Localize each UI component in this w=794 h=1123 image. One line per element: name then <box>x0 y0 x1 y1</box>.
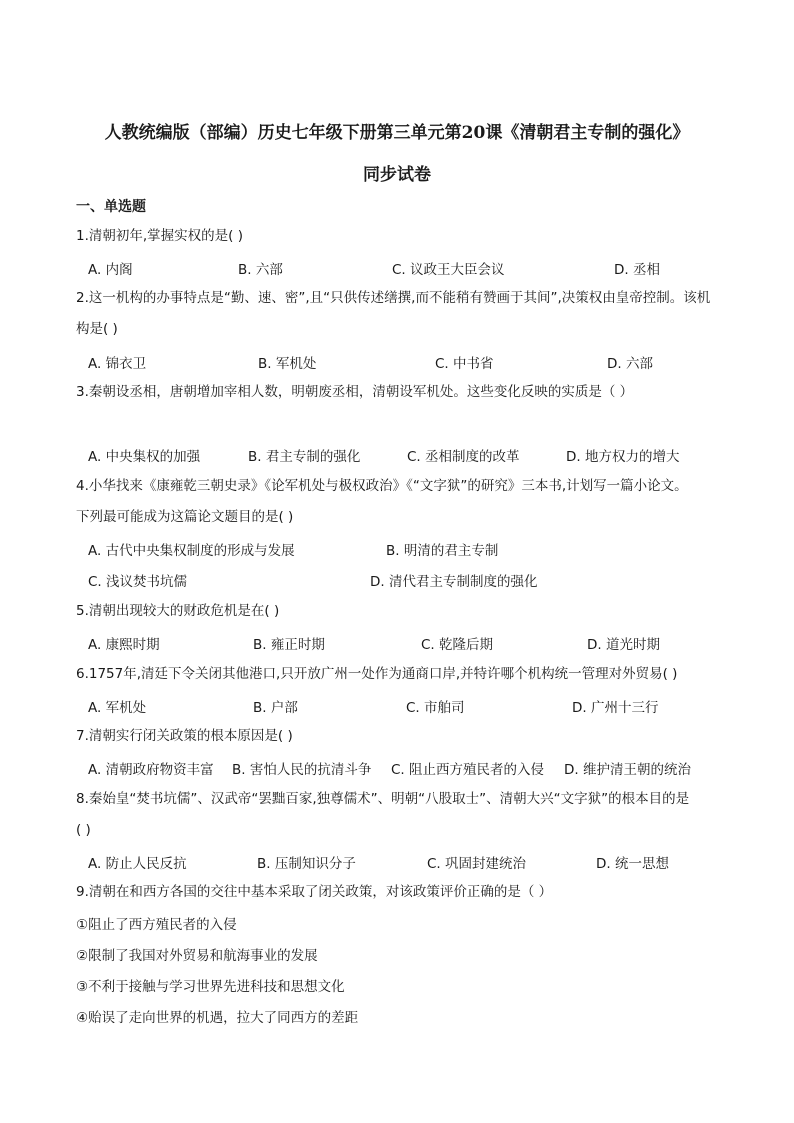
option-a: A. 康熙时期 <box>88 637 160 653</box>
option-b: B. 害怕人民的抗清斗争 <box>232 762 372 778</box>
question-1-line-1: 1.清朝初年,掌握实权的是( ) <box>76 228 243 244</box>
option-b: B. 六部 <box>238 262 283 278</box>
question-3-options <box>0 445 794 465</box>
option-b: B. 军机处 <box>258 356 317 372</box>
statement-3: ③不利于接触与学习世界先进科技和思想文化 <box>76 979 345 995</box>
question-9-line-1: 9.清朝在和西方各国的交往中基本采取了闭关政策，对该政策评价正确的是（ ） <box>76 884 553 900</box>
question-8-options <box>0 852 794 872</box>
question-5-options <box>0 633 794 653</box>
option-b: B. 压制知识分子 <box>257 856 356 872</box>
question-8-line-2: ( ) <box>76 822 91 838</box>
option-d: D. 丞相 <box>614 262 660 278</box>
option-a: A. 内阁 <box>88 262 133 278</box>
option-c: C. 丞相制度的改革 <box>407 449 520 465</box>
question-2-options <box>0 352 794 372</box>
question-4-options-row-2 <box>0 570 794 590</box>
option-b: B. 明清的君主专制 <box>386 543 499 559</box>
option-c: C. 巩固封建统治 <box>427 856 527 872</box>
question-8-line-1: 8.秦始皇“焚书坑儒”、汉武帝“罢黜百家,独尊儒术”、明朝“八股取士”、清朝大兴“文字狱”的根本目的是 <box>76 791 690 807</box>
title-line-2: 同步试卷 <box>363 165 431 185</box>
question-7-line-1: 7.清朝实行闭关政策的根本原因是( ) <box>76 728 293 744</box>
option-d: D. 广州十三行 <box>572 700 659 716</box>
statement-4: ④贻误了走向世界的机遇，拉大了同西方的差距 <box>76 1010 359 1026</box>
question-6-line-1: 6.1757年,清廷下令关闭其他港口,只开放广州一处作为通商口岸,并特许哪个机构统一管理对外贸易( ) <box>76 666 678 682</box>
option-a: A. 古代中央集权制度的形成与发展 <box>88 543 295 559</box>
question-1-options <box>0 258 794 278</box>
question-2-line-1: 2.这一机构的办事特点是“勤、速、密”,且“只供传述缮撰,而不能稍有赞画于其间”,决策权由皇帝控制。该机 <box>76 290 711 306</box>
question-7-options <box>0 758 794 778</box>
option-c: C. 阻止西方殖民者的入侵 <box>391 762 545 778</box>
option-a: A. 军机处 <box>88 700 147 716</box>
option-d: D. 六部 <box>607 356 653 372</box>
section-heading: 一、单选题 <box>76 199 146 215</box>
question-3-line-1: 3.秦朝设丞相，唐朝增加宰相人数，明朝废丞相，清朝设军机处。这些变化反映的实质是（ ） <box>76 384 634 400</box>
option-b: B. 君主专制的强化 <box>248 449 361 465</box>
option-d: D. 维护清王朝的统治 <box>564 762 691 778</box>
option-c: C. 议政王大臣会议 <box>392 262 505 278</box>
option-a: A. 中央集权的加强 <box>88 449 201 465</box>
option-c: C. 乾隆后期 <box>421 637 494 653</box>
option-c: C. 浅议焚书坑儒 <box>88 574 188 590</box>
option-d: D. 地方权力的增大 <box>566 449 680 465</box>
option-b: B. 户部 <box>253 700 298 716</box>
option-a: A. 清朝政府物资丰富 <box>88 762 214 778</box>
option-d: D. 统一思想 <box>596 856 669 872</box>
question-4-line-2: 下列最可能成为这篇论文题目的是( ) <box>76 509 294 525</box>
title-line-1: 人教统编版（部编）历史七年级下册第三单元第20课《清朝君主专制的强化》 <box>104 123 690 143</box>
statement-2: ②限制了我国对外贸易和航海事业的发展 <box>76 948 318 964</box>
question-5-line-1: 5.清朝出现较大的财政危机是在( ) <box>76 603 280 619</box>
question-2-line-2: 构是( ) <box>76 321 118 337</box>
option-b: B. 雍正时期 <box>253 637 325 653</box>
option-c: C. 中书省 <box>435 356 494 372</box>
option-c: C. 市舶司 <box>406 700 465 716</box>
statement-1: ①阻止了西方殖民者的入侵 <box>76 917 237 933</box>
question-4-line-1: 4.小华找来《康雍乾三朝史录》《论军机处与极权政治》《“文字狱”的研究》三本书,计划写一篇小论文。 <box>76 478 688 494</box>
option-d: D. 清代君主专制制度的强化 <box>370 574 538 590</box>
question-6-options <box>0 696 794 716</box>
question-4-options-row-1 <box>0 539 794 559</box>
option-d: D. 道光时期 <box>587 637 660 653</box>
option-a: A. 防止人民反抗 <box>88 856 187 872</box>
option-a: A. 锦衣卫 <box>88 356 147 372</box>
